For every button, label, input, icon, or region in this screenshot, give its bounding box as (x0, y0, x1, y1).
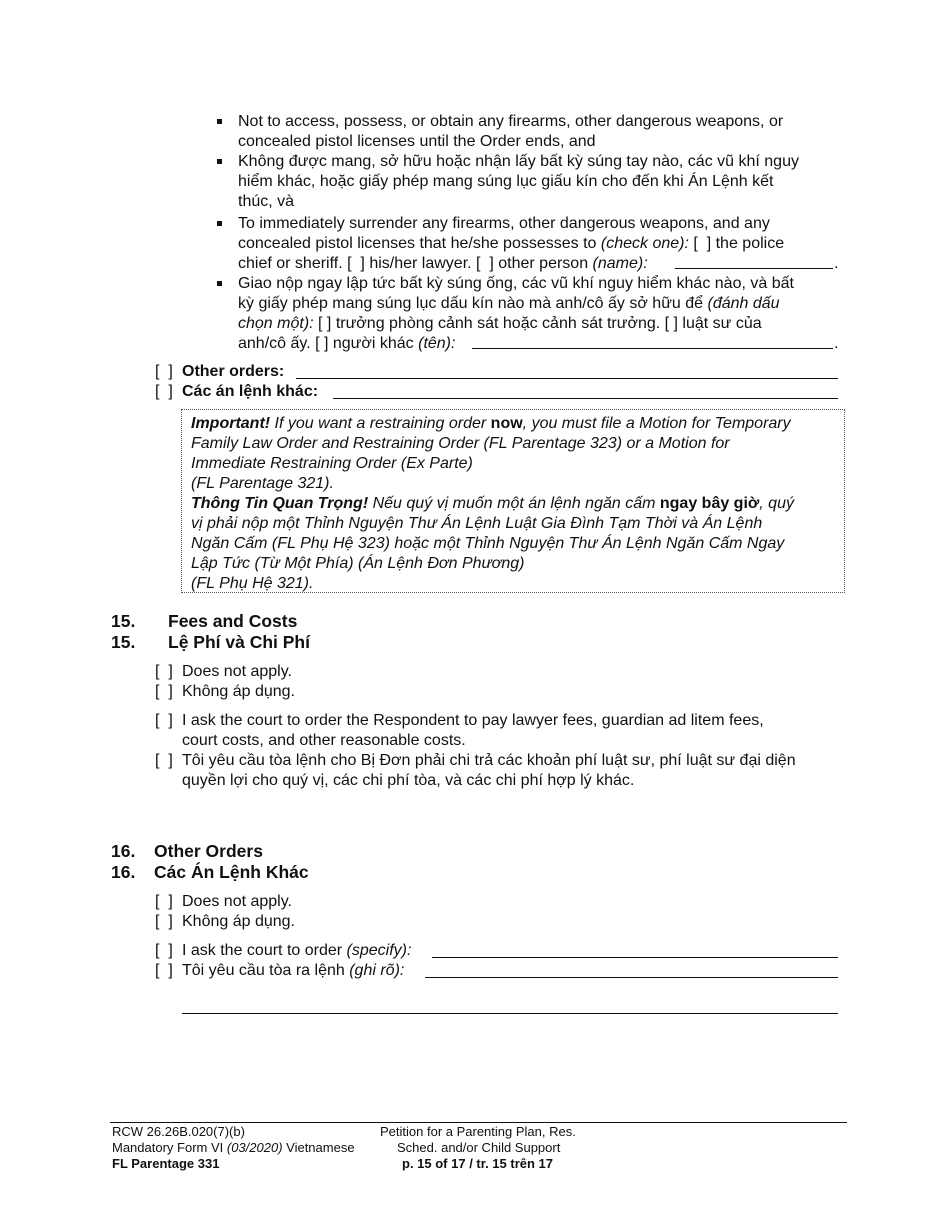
other-person-name-field-vi[interactable] (472, 348, 833, 349)
orders-extra-line-field[interactable] (182, 1013, 838, 1014)
fees-ask-checkbox[interactable]: [ ] (155, 712, 173, 729)
fees-does-not-apply-label-vi: Không áp dụng. (182, 683, 295, 700)
bullet-3-line-1: To immediately surrender any firearms, other dangerous weapons, and any (238, 215, 770, 232)
text: Tôi yêu cầu tòa ra lệnh (182, 962, 350, 979)
fees-ask-text: I ask the court to order the Respondent to pay lawyer fees, guardian ad litem fees, (182, 712, 764, 729)
fees-does-not-apply-checkbox-vi[interactable]: [ ] (155, 683, 173, 700)
orders-ask-label-vi (182, 961, 404, 981)
fees-does-not-apply-label: Does not apply. (182, 663, 292, 680)
bullet-marker (217, 281, 222, 286)
fees-ask-text-vi: quyền lợi cho quý vị, các chi phí tòa, và các chi phí hợp lý khác. (182, 772, 635, 789)
text: (đánh dấu (707, 295, 780, 312)
text: Vietnamese (282, 1140, 355, 1155)
note-line: Lập Tức (Từ Một Phía) (Án Lệnh Đơn Phương) (191, 555, 525, 572)
text: (name): (592, 255, 648, 272)
section-15-title: Fees and Costs (168, 611, 298, 631)
note-line: Family Law Order and Restraining Order (FL Parentage 323) or a Motion for (191, 435, 730, 452)
footer-middle (380, 1124, 600, 1172)
text: ngay bây giờ (659, 495, 760, 512)
bullet-1-line-1: Not to access, possess, or obtain any firearms, other dangerous weapons, or (238, 113, 784, 130)
orders-does-not-apply-label: Does not apply. (182, 893, 292, 910)
note-line (191, 414, 841, 434)
orders-does-not-apply-checkbox[interactable]: [ ] (155, 893, 173, 910)
orders-ask-label (182, 941, 411, 961)
bullet-marker (217, 119, 222, 124)
period: . (834, 255, 839, 272)
text: , quý (759, 495, 794, 512)
text: Nếu quý vị muốn một án lệnh ngăn cấm (368, 495, 660, 512)
bullet-1-line-2: concealed pistol licenses until the Order ends, and (238, 133, 596, 150)
text: I ask the court to order (182, 942, 347, 959)
section-15-number-vi: 15. (111, 632, 136, 652)
orders-ask-checkbox-vi[interactable]: [ ] (155, 962, 173, 979)
text: concealed pistol licenses that he/she possesses to (238, 235, 601, 252)
bullet-3-line-2 (238, 234, 784, 254)
police-chief-checkbox[interactable]: [ ] the police (688, 235, 785, 252)
other-orders-label: Other orders: (182, 363, 285, 380)
police-lawyer-checkboxes-vi[interactable]: [ ] trưởng phòng cảnh sát hoặc cảnh sát trưởng. [ ] luật sư của (313, 315, 762, 332)
other-person-checkbox-vi[interactable]: anh/cô ấy. [ ] người khác (238, 335, 419, 352)
other-orders-checkbox-vi[interactable]: [ ] (155, 383, 173, 400)
note-line: (FL Parentage 321). (191, 475, 334, 492)
text: Thông Tin Quan Trọng! (191, 495, 369, 512)
text: (ghi rõ): (349, 962, 405, 979)
orders-ask-checkbox[interactable]: [ ] (155, 942, 173, 959)
section-15-title-vi: Lệ Phí và Chi Phí (168, 632, 310, 652)
other-orders-label-vi: Các án lệnh khác: (182, 383, 319, 400)
section-15-number: 15. (111, 611, 136, 631)
text: Important! (191, 415, 271, 432)
section-16-number-vi: 16. (111, 862, 136, 882)
text: kỳ giấy phép mang súng lục dấu kín nào mà anh/cô ấy sở hữu để (238, 295, 708, 312)
text: (check one): (600, 235, 689, 252)
footer-divider (110, 1122, 847, 1123)
footer-title: Sched. and/or Child Support (397, 1140, 561, 1155)
section-16-number: 16. (111, 841, 136, 861)
text: If you want a restraining order (270, 415, 491, 432)
bullet-2-line-2: hiểm khác, hoặc giấy phép mang súng lục giấu kín cho đến khi Án Lệnh kết (238, 173, 774, 190)
other-orders-field[interactable] (296, 378, 838, 379)
bullet-2-line-3: thúc, và (238, 193, 295, 210)
footer-title: Petition for a Parenting Plan, Res. (380, 1124, 576, 1139)
bullet-4-line-2 (238, 294, 780, 314)
bullet-marker (217, 221, 222, 226)
fees-ask-text-vi: Tôi yêu cầu tòa lệnh cho Bị Đơn phải chi trả các khoản phí luật sư, phí luật sư đại diện (182, 752, 796, 769)
text: (specify): (346, 942, 412, 959)
orders-specify-field-vi[interactable] (425, 977, 838, 978)
text: (tên): (418, 335, 456, 352)
important-note-text (191, 414, 841, 594)
bullet-marker (217, 159, 222, 164)
note-line: Immediate Restraining Order (Ex Parte) (191, 455, 473, 472)
note-line (191, 494, 841, 514)
note-line: Ngăn Cấm (FL Phụ Hệ 323) hoặc một Thỉnh Nguyện Thư Án Lệnh Ngăn Cấm Ngay (191, 535, 785, 552)
fees-does-not-apply-checkbox[interactable]: [ ] (155, 663, 173, 680)
fees-ask-checkbox-vi[interactable]: [ ] (155, 752, 173, 769)
text: Mandatory Form VI (112, 1140, 227, 1155)
bullet-4-line-4 (238, 334, 455, 354)
bullet-4-line-3 (238, 314, 762, 334)
text: (03/2020) (226, 1140, 283, 1155)
text: , you must file a Motion for Temporary (522, 415, 791, 432)
footer-rcw: RCW 26.26B.020(7)(b) (112, 1124, 245, 1139)
orders-does-not-apply-checkbox-vi[interactable]: [ ] (155, 913, 173, 930)
lawyer-other-person-checkboxes[interactable]: chief or sheriff. [ ] his/her lawyer. [ ] other person (238, 255, 593, 272)
bullet-2-line-1: Không được mang, sở hữu hoặc nhận lấy bất kỳ súng tay nào, các vũ khí nguy (238, 153, 799, 170)
text: chọn một): (238, 315, 314, 332)
text: now (490, 415, 523, 432)
section-16-title: Other Orders (154, 841, 263, 861)
fees-ask-text: court costs, and other reasonable costs. (182, 732, 466, 749)
other-orders-field-vi[interactable] (333, 398, 838, 399)
period: . (834, 335, 839, 352)
other-orders-checkbox[interactable]: [ ] (155, 363, 173, 380)
footer-form-number: FL Parentage 331 (112, 1156, 220, 1171)
footer-form-version (112, 1140, 355, 1156)
orders-specify-field[interactable] (432, 957, 838, 958)
orders-does-not-apply-label-vi: Không áp dụng. (182, 913, 295, 930)
other-person-name-field[interactable] (675, 268, 833, 269)
note-line: vị phải nộp một Thỉnh Nguyện Thư Án Lệnh Luật Gia Đình Tạm Thời và Án Lệnh (191, 515, 763, 532)
bullet-3-line-3 (238, 254, 648, 274)
section-16-title-vi: Các Án Lệnh Khác (154, 862, 309, 882)
footer-left (112, 1124, 355, 1172)
footer-page-number: p. 15 of 17 / tr. 15 trên 17 (402, 1156, 554, 1171)
bullet-4-line-1: Giao nộp ngay lập tức bất kỳ súng ống, các vũ khí nguy hiểm khác nào, và bất (238, 275, 794, 292)
note-line: (FL Phụ Hệ 321). (191, 575, 314, 592)
